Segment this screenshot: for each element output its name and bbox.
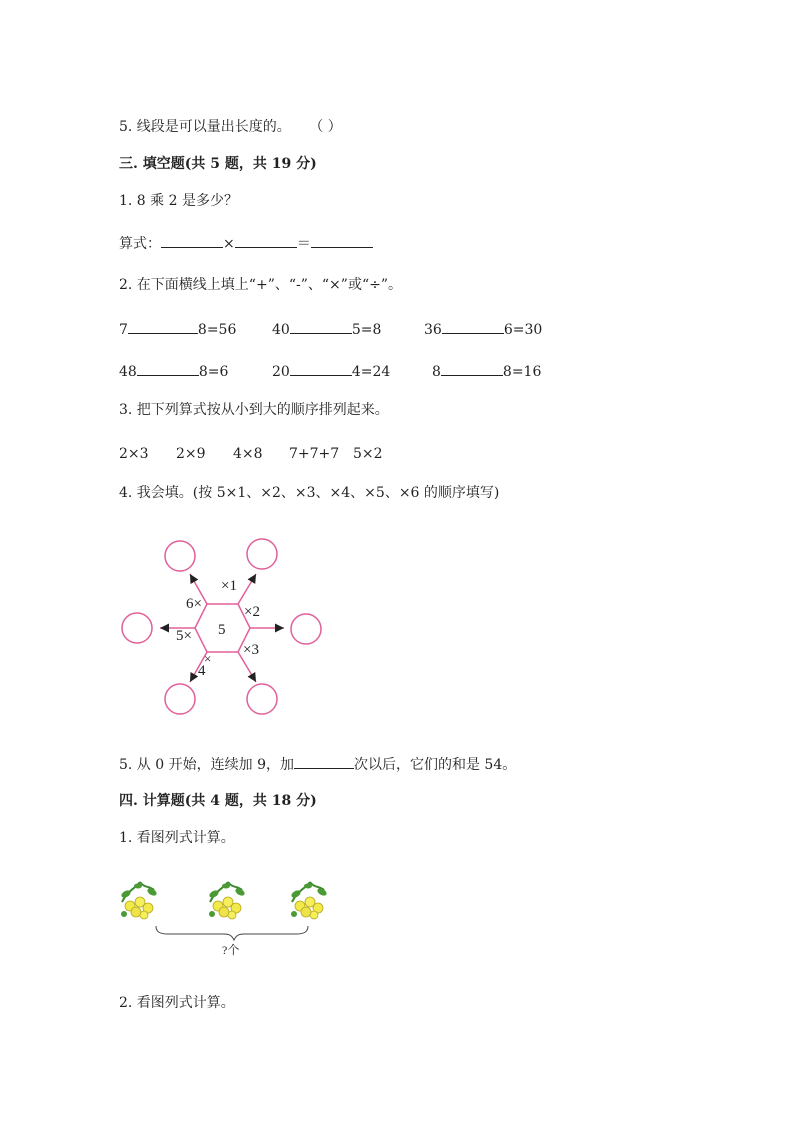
fill-question-1-formula bbox=[119, 233, 373, 254]
count-blank[interactable] bbox=[294, 754, 354, 769]
operator-blank[interactable] bbox=[128, 319, 198, 334]
formula-blank-2[interactable] bbox=[235, 233, 297, 248]
answer-circle-bottom-right[interactable] bbox=[247, 684, 277, 714]
answer-circle-right[interactable] bbox=[291, 614, 321, 644]
expression-item: 2×9 bbox=[176, 446, 206, 462]
label-times-4-number: 4 bbox=[198, 663, 206, 679]
operator-item: 40 5=8 bbox=[272, 319, 381, 340]
answer-circle-top-left[interactable] bbox=[165, 541, 195, 571]
hexagon-multiplication-figure bbox=[110, 532, 330, 722]
operator-blank[interactable] bbox=[137, 361, 199, 376]
operator-blank[interactable] bbox=[290, 319, 352, 334]
label-times-5: 5× bbox=[176, 628, 192, 644]
fill-question-5: 5. 从 0 开始，连续加 9，加 次以后，它们的和是 54。 bbox=[119, 754, 516, 775]
brace-label: ?个 bbox=[222, 943, 240, 957]
yellow-flower-bunch-icon bbox=[120, 882, 158, 919]
yellow-flower-bunch-icon bbox=[290, 882, 328, 919]
section-4-heading: 四. 计算题(共 4 题，共 18 分) bbox=[119, 793, 317, 809]
fill-question-3: 3. 把下列算式按从小到大的顺序排列起来。 bbox=[119, 402, 389, 418]
label-times-6: 6× bbox=[186, 596, 202, 612]
fill-question-4: 4. 我会填。(按 5×1、×2、×3、×4、×5、×6 的顺序填写) bbox=[119, 485, 500, 501]
answer-parentheses[interactable]: （ ） bbox=[309, 119, 342, 135]
operator-item: 8 8=16 bbox=[432, 361, 541, 382]
formula-blank-3[interactable] bbox=[311, 233, 373, 248]
operator-item: 36 6=30 bbox=[424, 319, 542, 340]
label-times-1: ×1 bbox=[221, 578, 237, 594]
times-sign: × bbox=[223, 236, 235, 252]
expression-item: 2×3 bbox=[119, 446, 149, 462]
formula-blank-1[interactable] bbox=[161, 233, 223, 248]
fill-question-1: 1. 8 乘 2 是多少？ bbox=[119, 193, 238, 209]
fill-question-2: 2. 在下面横线上填上“+”、“-”、“×”或“÷”。 bbox=[119, 277, 402, 293]
label-times-2: ×2 bbox=[244, 604, 260, 620]
equals-sign: ＝ bbox=[296, 236, 311, 252]
curly-brace bbox=[156, 926, 308, 940]
operator-item: 7 8=56 bbox=[119, 319, 236, 340]
expression-item: 7+7+7 bbox=[289, 446, 340, 462]
label-times-3: ×3 bbox=[243, 642, 259, 658]
expression-item: 4×8 bbox=[233, 446, 263, 462]
center-number: 5 bbox=[218, 622, 226, 638]
answer-circle-bottom-left[interactable] bbox=[165, 684, 195, 714]
section-3-heading: 三. 填空题(共 5 题，共 19 分) bbox=[119, 156, 317, 172]
flower-picture bbox=[118, 880, 338, 960]
operator-blank[interactable] bbox=[442, 319, 504, 334]
judge-question-5 bbox=[119, 117, 342, 137]
operator-item: 20 4=24 bbox=[272, 361, 390, 382]
formula-prefix: 算式： bbox=[119, 236, 161, 252]
answer-circle-left[interactable] bbox=[122, 613, 152, 643]
yellow-flower-bunch-icon bbox=[208, 882, 246, 919]
operator-blank[interactable] bbox=[290, 361, 352, 376]
operator-blank[interactable] bbox=[441, 361, 503, 376]
judge-question-5-text: 5. 线段是可以量出长度的。 bbox=[119, 119, 291, 135]
arrow-up-right bbox=[238, 574, 256, 604]
expression-item: 5×2 bbox=[353, 446, 383, 462]
label-times-4-sign: × bbox=[204, 651, 212, 666]
operator-item: 48 8=6 bbox=[119, 361, 228, 382]
calc-question-2: 2. 看图列式计算。 bbox=[119, 995, 235, 1011]
calc-question-1: 1. 看图列式计算。 bbox=[119, 830, 235, 846]
answer-circle-top-right[interactable] bbox=[247, 539, 277, 569]
